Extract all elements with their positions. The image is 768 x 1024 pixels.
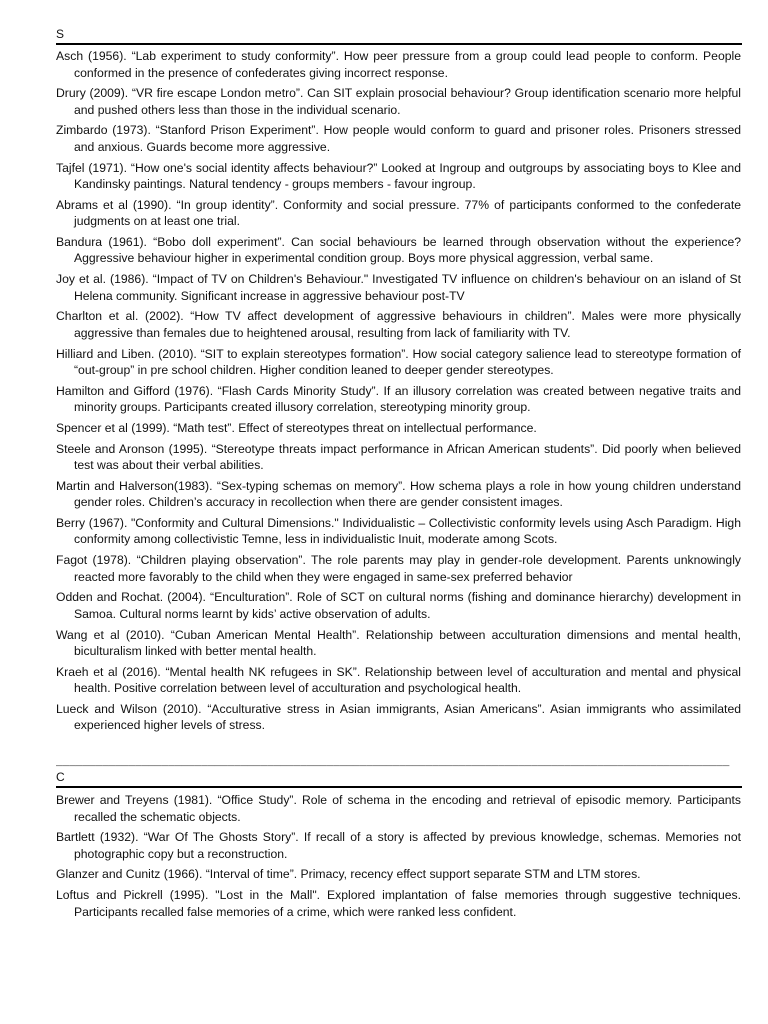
reference-entry: Abrams et al (1990). “In group identity”. Conformity and social pressure. 77% of participants conformed to the confederate judgments on at least one trial. [56,197,741,229]
reference-entry: Lueck and Wilson (2010). “Acculturative stress in Asian immigrants, Asian Americans”. Asian immigrants who assimilated experienced higher levels of stress. [56,701,741,733]
reference-list-c [56,792,741,924]
reference-entry: Fagot (1978). “Children playing observation”. The role parents may play in gender-role development. Parents unknowingly reacted more favorably to the child when they were engaged in same-sex preferred behavior [56,553,741,584]
section-rule-s [56,43,742,45]
reference-entry: Loftus and Pickrell (1995). "Lost in the Mall". Explored implantation of false memories through suggestive techniques. Participants recalled false memories of a crime, which were ranked less confident. [56,888,741,919]
reference-entry: Hilliard and Liben. (2010). “SIT to explain stereotypes formation”. How social category salience lead to stereotype formation of “out-group” in pre school children. Higher condition leaned to deeper gender stereotypes. [56,346,741,377]
section-letter-s: S [56,27,65,41]
reference-entry: Glanzer and Cunitz (1966). “Interval of time”. Primacy, recency effect support separate STM and LTM stores. [56,867,641,882]
section-rule-c [56,786,742,788]
reference-entry: Joy et al. (1986). “Impact of TV on Children's Behaviour." Investigated TV influence on children's behaviour on an island of St Helena community. Significant increase in aggressive behaviour post-TV [56,272,741,303]
reference-entry: Hamilton and Gifford (1976). “Flash Cards Minority Study”. If an illusory correlation was created between negative traits and minority groups. Participants created illusory correlation, stereotyping minority group. [56,383,741,415]
section-letter-c: C [56,770,65,784]
reference-entry: Steele and Aronson (1995). “Stereotype threats impact performance in African American students”. Did poorly when believed test was about their verbal abilities. [56,441,741,473]
reference-entry: Odden and Rochat. (2004). “Enculturation”. Role of SCT on cultural norms (fishing and dominance hierarchy) development in Samoa. Cultural norms learnt by kids’ active observation of adults. [56,590,741,621]
reference-entry: Zimbardo (1973). “Stanford Prison Experiment”. How people would conform to guard and prisoner roles. Prisoners stressed and anxious. Guards become more aggressive. [56,123,741,154]
reference-entry: Bartlett (1932). “War Of The Ghosts Story”. If recall of a story is affected by previous knowledge, schemas. Memories not photographic copy but a reconstruction. [56,830,741,861]
reference-entry: Brewer and Treyens (1981). “Office Study”. Role of schema in the encoding and retrieval of episodic memory. Participants recalled the schematic objects. [56,793,741,824]
reference-entry: Spencer et al (1999). “Math test”. Effect of stereotypes threat on intellectual performance. [56,420,537,435]
section-separator: ______________________________________________________________________________________________________ [56,757,730,769]
reference-entry: Kraeh et al (2016). “Mental health NK refugees in SK”. Relationship between level of acculturation and mental and physical health. Positive correlation between level of acculturation and psychological health. [56,664,741,696]
reference-list-s [56,48,741,738]
reference-entry: Drury (2009). “VR fire escape London metro”. Can SIT explain prosocial behaviour? Group identification scenario more helpful and pushed others less than those in the individual scenario. [56,86,741,117]
reference-entry: Berry (1967). "Conformity and Cultural Dimensions." Individualistic – Collectivistic conformity levels using Asch Paradigm. High conformity among collectivistic Temne, less in individualistic Inuit, moderate among Scots. [56,515,741,547]
reference-entry: Tajfel (1971). “How one's social identity affects behaviour?” Looked at Ingroup and outgroups by associating boys to Klee and Kandinsky paintings. Natural tendency - groups members - favour ingroup. [56,160,741,192]
reference-entry: Asch (1956). “Lab experiment to study conformity”. How peer pressure from a group could lead people to conform. People conformed in the presence of confederates giving incorrect response. [56,49,741,80]
reference-entry: Charlton et al. (2002). “How TV affect development of aggressive behaviours in children”. Males were more physically aggressive than females due to heightened arousal, resulting from lack of familiarity with TV. [56,309,741,340]
reference-entry: Wang et al (2010). “Cuban American Mental Health”. Relationship between acculturation dimensions and mental health, biculturalism linked with better mental health. [56,627,741,658]
reference-entry: Bandura (1961). “Bobo doll experiment”. Can social behaviours be learned through observation without the experience? Aggressive behaviour higher in experimental condition group. Boys more physical aggression, verbal same. [56,234,741,266]
reference-entry: Martin and Halverson(1983). “Sex-typing schemas on memory”. How schema plays a role in how young children understand gender roles. Children’s accuracy in recollection when there are gender consistent images. [56,478,741,510]
